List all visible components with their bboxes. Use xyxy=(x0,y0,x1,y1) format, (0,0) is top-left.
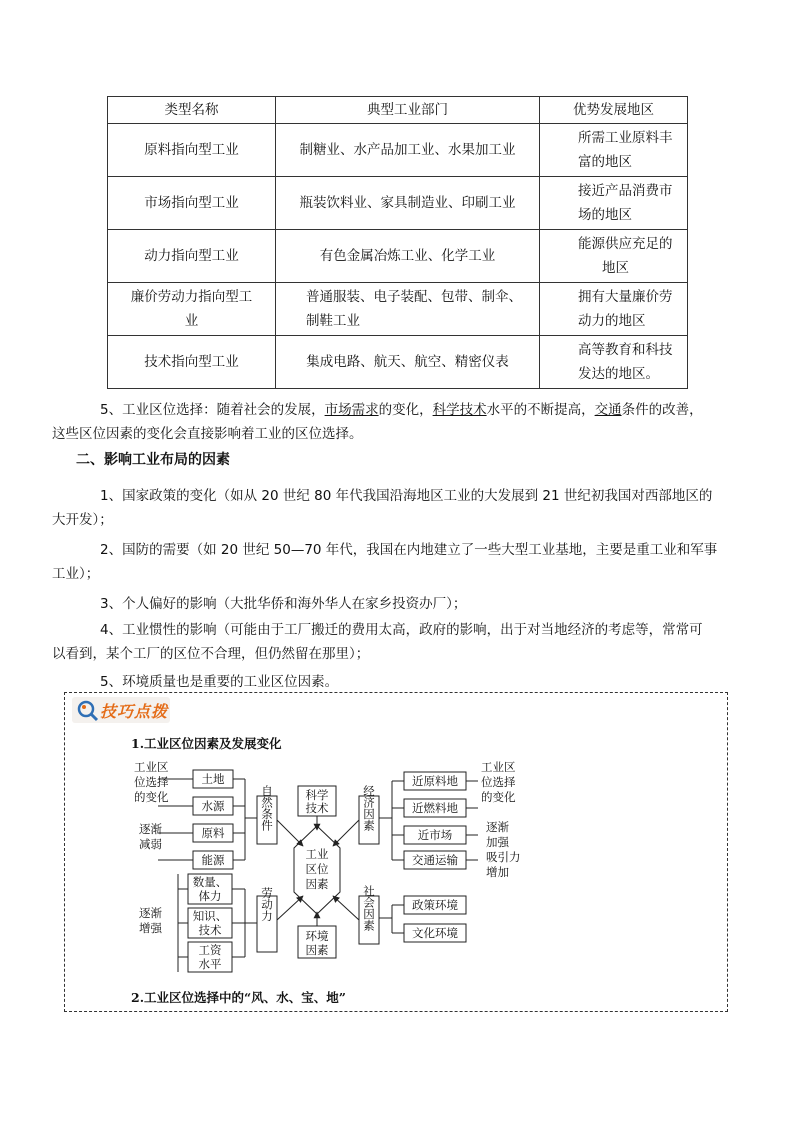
natural-group-label: 自然条件 xyxy=(260,785,274,831)
list-item: 4、工业惯性的影响（可能由于工厂搬迁的费用太高，政府的影响，出于对当地经济的考虑等，常常可 以看到，某个工厂的区位不合理，但仍然留在那里）； xyxy=(52,622,703,662)
svg-text:的变化: 的变化 xyxy=(134,790,169,804)
table-header: 类型名称 xyxy=(108,97,276,124)
table-cell: 接近产品消费市 场的地区 xyxy=(540,177,688,230)
table-cell: 普通服装、电子装配、包带、制伞、 制鞋工业 xyxy=(276,283,540,336)
svg-text:技术: 技术 xyxy=(305,801,329,815)
left-strengthen-label: 逐渐 xyxy=(139,906,162,920)
left-change-label: 工业区 xyxy=(134,760,169,774)
location-choice-paragraph: 5、工业区位选择：随着社会的发展，市场需求的变化，科学技术水平的不断提高，交通条件的改善， 这些区位因素的变化会直接影响着工业的区位选择。 xyxy=(52,402,703,442)
econ-item: 近燃料地 xyxy=(412,801,458,815)
table-cell: 市场指向型工业 xyxy=(108,177,276,230)
social-group-label: 社会因素 xyxy=(362,885,376,931)
table-cell: 能源供应充足的 地区 xyxy=(540,230,688,283)
tip-title-1: 1.工业区位因素及发展变化 xyxy=(131,736,282,751)
table-cell: 原料指向型工业 xyxy=(108,124,276,177)
natural-item: 能源 xyxy=(201,853,225,867)
labor-item: 知识、 xyxy=(192,909,228,923)
table-cell: 有色金属冶炼工业、化学工业 xyxy=(276,230,540,283)
svg-text:加强: 加强 xyxy=(486,835,509,849)
env-label: 环境 xyxy=(305,929,329,943)
table-cell: 拥有大量廉价劳 动力的地区 xyxy=(540,283,688,336)
natural-item: 土地 xyxy=(201,772,225,786)
svg-text:体力: 体力 xyxy=(198,889,222,903)
svg-text:的变化: 的变化 xyxy=(481,790,516,804)
svg-text:技术: 技术 xyxy=(198,923,222,937)
table-cell: 所需工业原料丰 富的地区 xyxy=(540,124,688,177)
svg-text:位选择: 位选择 xyxy=(481,775,516,789)
social-item: 政策环境 xyxy=(412,898,458,912)
social-item: 文化环境 xyxy=(412,926,458,940)
econ-item: 交通运输 xyxy=(412,853,458,867)
svg-text:增强: 增强 xyxy=(139,921,162,935)
labor-item: 工资 xyxy=(198,943,222,957)
left-weaken-label: 逐渐 xyxy=(139,822,162,836)
section-heading: 二、影响工业布局的因素 xyxy=(76,452,230,468)
table-header: 优势发展地区 xyxy=(540,97,688,124)
table-cell: 动力指向型工业 xyxy=(108,230,276,283)
table-cell: 制糖业、水产品加工业、水果加工业 xyxy=(276,124,540,177)
table-cell: 高等教育和科技 发达的地区。 xyxy=(540,336,688,389)
econ-item: 近原料地 xyxy=(412,774,458,788)
table-cell: 瓶装饮料业、家具制造业、印刷工业 xyxy=(276,177,540,230)
econ-group-label: 经济因素 xyxy=(362,785,376,831)
table-cell: 集成电路、航天、航空、精密仪表 xyxy=(276,336,540,389)
list-item: 2、国防的需要（如 20 世纪 50—70 年代，我国在内地建立了一些大型工业基地，主要是重工业和军事 工业）； xyxy=(52,542,718,582)
tech-label: 科学 xyxy=(305,788,329,802)
right-change-label: 工业区 xyxy=(481,760,516,774)
econ-item: 近市场 xyxy=(417,828,453,842)
center-label: 工业 xyxy=(305,847,329,861)
natural-item: 原料 xyxy=(201,826,225,840)
list-item: 5、环境质量也是重要的工业区位因素。 xyxy=(100,674,339,690)
labor-item: 数量、 xyxy=(192,875,228,889)
svg-text:增加: 增加 xyxy=(486,865,509,879)
labor-group-label: 劳动力 xyxy=(260,886,274,922)
svg-text:因素: 因素 xyxy=(305,877,329,891)
table-cell: 技术指向型工业 xyxy=(108,336,276,389)
svg-text:区位: 区位 xyxy=(305,862,329,876)
tip-title-2: 2.工业区位选择中的“风、水、宝、地” xyxy=(131,990,346,1005)
natural-item: 水源 xyxy=(201,799,225,813)
tip-badge-label: 技巧点拨 xyxy=(100,702,169,721)
table-header: 典型工业部门 xyxy=(276,97,540,124)
right-strengthen-label: 逐渐 xyxy=(486,820,509,834)
svg-text:水平: 水平 xyxy=(198,957,222,971)
svg-text:位选择: 位选择 xyxy=(134,775,169,789)
svg-text:减弱: 减弱 xyxy=(139,837,162,851)
right-attract-label: 吸引力 xyxy=(486,850,521,864)
list-item: 1、国家政策的变化（如从 20 世纪 80 年代我国沿海地区工业的大发展到 21 世纪初我国对西部地区的 大开发）； xyxy=(52,488,713,528)
svg-text:因素: 因素 xyxy=(305,943,329,957)
table-cell: 廉价劳动力指向型工 业 xyxy=(108,283,276,336)
list-item: 3、个人偏好的影响（大批华侨和海外华人在家乡投资办厂）； xyxy=(100,596,467,612)
